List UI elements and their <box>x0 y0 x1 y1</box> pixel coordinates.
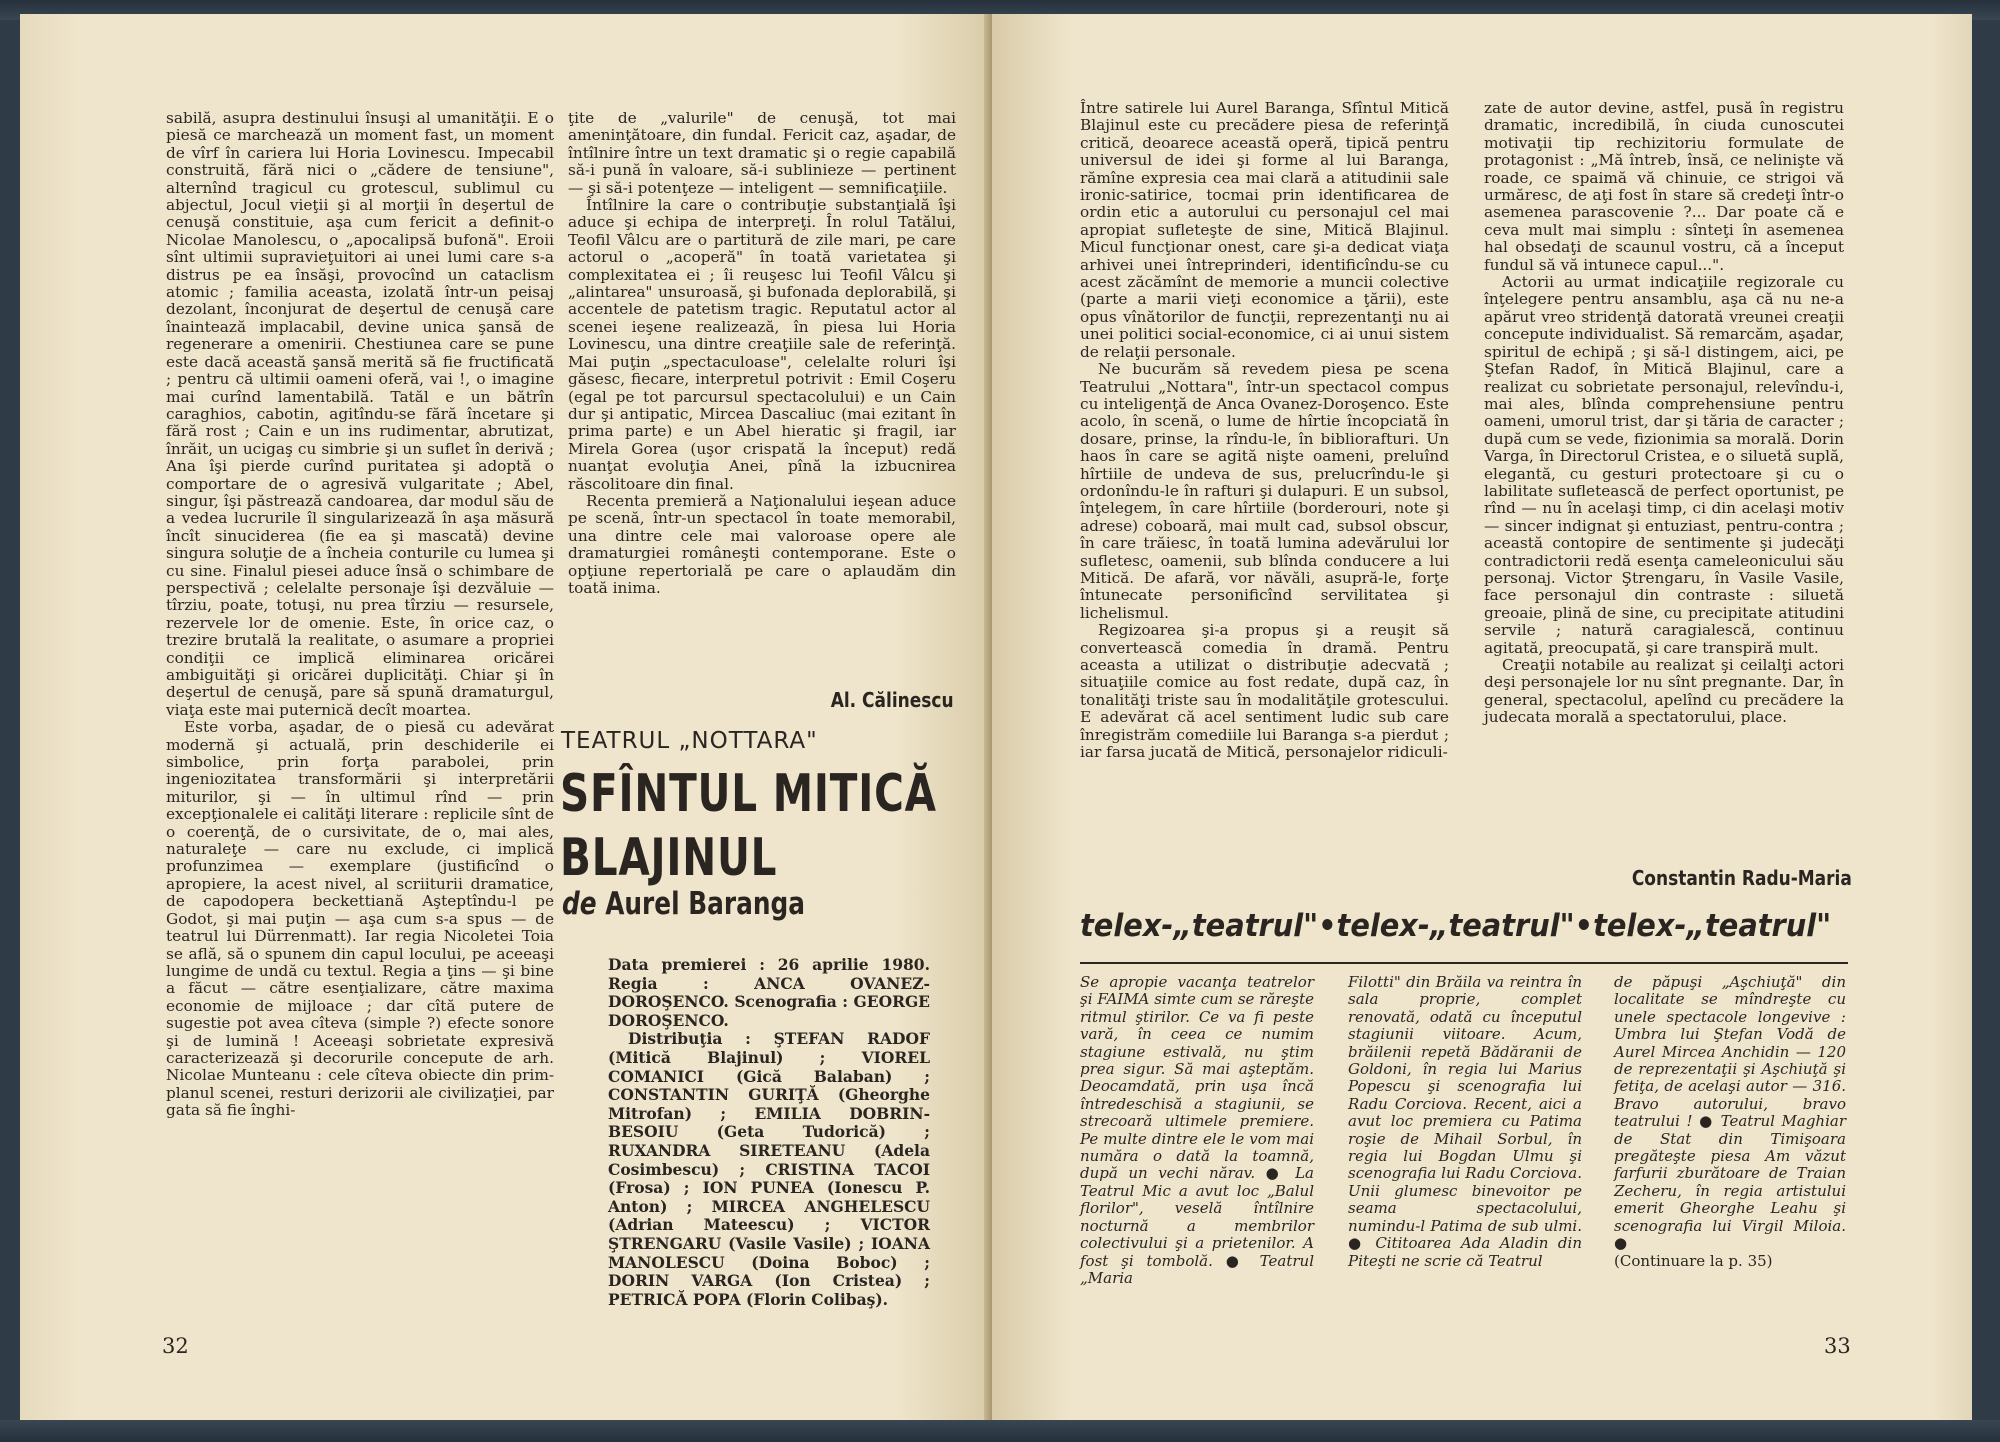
credits-premiere: Data premierei : 26 aprilie 1980. Regia : ANCA OVANEZ-DOROŞENCO. Scenografia : GEORGE DOROŞENCO. <box>608 955 930 1030</box>
paragraph: Actorii au urmat indicaţiile regizorale cu înţelegere pentru ansamblu, aşa că nu ne-a apărut vreo stridenţă datorată vreunei creaţii concepute individualist. Să remarcăm, aşadar, spiritul de echipă ; şi să-l distingem, aici, pe Ştefan Radof, în Mitică Blajinul, care a realizat cu sobrietate personajul, relevîndu-i, mai ales, blînda comprehensiune pentru oameni, umorul trist, dar şi tăria de caracter ; după cum se vede, fizionimia sa morală. Dorin Varga, în Directorul Cristea, e o siluetă suplă, elegantă, cu gesturi protectoare şi cu o labilitate sufletească de perfect oportunist, pe rînd — nu în acelaşi timp, ci din acelaşi motiv — sincer indignat şi entuziast, pentru-contra ; această contopire de sentimente şi judecăţi contradictorii redă esenţa cameleonicului său personaj. Victor Ştrengaru, în Vasile Vasile, face personajul din contraste : siluetă greoaie, plină de sine, cu precipitate atitudini servile ; natură caragialescă, continuu agitată, preocupată, şi care transpiră mult. <box>1484 273 1844 657</box>
telex-text: Filotti" din Brăila va reintra în sala proprie, complet renovată, odată cu începutul stagiunii viitoare. Acum, brăilenii repetă Bădăranii de Goldoni, în regia lui Marius Popescu şi scenografia lui Radu Corciova. Recent, aici a avut loc premiera cu Patima roşie de Mihail Sorbul, în regia lui Bogdan Ulmu şi scenografia lui Radu Corciova. Unii glumesc binevoitor pe seama spectacolului, numindu-l Patima de sub ulmi. ● Cititoarea Ada Aladin din Piteşti ne scrie că Teatrul <box>1348 973 1582 1270</box>
byline-prefix: de <box>562 886 597 922</box>
bottom-binding <box>0 1420 2000 1442</box>
paragraph: Recenta premieră a Naţionalului ieşean aduce pe scenă, într-un spectacol în toate memorabil, una dintre cele mai valoroase opere ale dramaturgiei româneşti contemporane. Este o opţiune repertorială pe care o aplaudăm din toată inima. <box>568 491 956 597</box>
credits-cast: Distribuţia : ŞTEFAN RADOF (Mitică Blajinul) ; VIOREL COMANICI (Gică Balaban) ; CONSTANTIN GURIŢĂ (Gheorghe Mitrofan) ; EMILIA DOBRIN-BESOIU (Geta Tudorică) ; RUXANDRA SIRETEANU (Adela Cosimbescu) ; CRISTINA TACOI (Frosa) ; ION PUNEA (Ionescu P. Anton) ; MIRCEA ANGHELESCU (Adrian Mateescu) ; VICTOR ŞTRENGARU (Vasile Vasile) ; IOANA MANOLESCU (Doina Boboc) ; DORIN VARGA (Ion Cristea) ; PETRICĂ POPA (Florin Colibaş). <box>608 1029 930 1309</box>
paragraph: Regizoarea şi-a propus şi a reuşit să convertească comedia în dramă. Pentru aceasta a utilizat o distribuţie adecvată ; situaţiile comice au fost redate, după caz, în tonalităţi triste sau în modalităţile grotescului. E adevărat că acel sentiment ludic sub care înregistrăm comediile lui Baranga s-a pierdut ; iar farsa jucată de Mitică, personajelor ridiculi- <box>1080 621 1449 762</box>
telex-column-2 <box>1348 974 1582 1270</box>
play-title-line-1: SFÎNTUL MITICĂ <box>560 764 937 824</box>
telex-text: Se apropie vacanţa teatrelor şi FAIMA simte cum se răreşte ritmul ştirilor. Ce va fi peste vară, în ceea ce numim stagiune estivală, nu ştim prea sigur. Să mai aşteptăm. Deocamdată, prin uşa încă întredeschisă a stagiunii, se strecoară ultimele premiere. Pe multe dintre ele le vom mai număra o dată la toamnă, după un vechi nărav. ● La Teatrul Mic a avut loc „Balul florilor", veselă întîlnire nocturnă a membrilor colectivului şi a prietenilor. A fost şi tombolă. ● Teatrul „Maria <box>1080 973 1314 1287</box>
telex-text: de păpuşi „Aşchiuţă" din localitate se mîndreşte cu unele spectacole longevive : Umbra lui Ştefan Vodă de Aurel Mircea Anchidin — 120 de reprezentaţii şi Aşchiuţă şi fetiţa, de acelaşi autor — 316. Bravo autorului, bravo teatrului ! ● Teatrul Maghiar de Stat din Timişoara pregăteşte piesa Am văzut farfurii zburătoare de Traian Zecheru, în regia artistului emerit Gheorghe Leahu şi scenografia lui Virgil Miloia. ● <box>1614 973 1846 1253</box>
paragraph: Este vorba, aşadar, de o piesă cu adevărat modernă şi actuală, prin deschiderile ei simbolice, prin forţa parabolei, prin ingeniozitatea transformării şi interpretării miturilor, şi — în ultimul rînd — prin excepţionalele ei calităţi literare : replicile sînt de o coerenţă, de o cursivitate, de o, mai ales, naturaleţe — care nu exclude, ci implică profunzimea — exemplare (justificînd o apropiere, la acest nivel, al scriiturii dramatice, de capodopera beckettiană Aşteptîndu-l pe Godot, şi mai puţin — aşa cum s-a spus — de teatrul lui Dürrenmatt). Iar regia Nicoletei Toia se află, să o spunem din capul locului, pe aceeaşi lungime de undă cu textul. Regia a ţins — şi bine a făcut — către esenţializare, către maxima economie de mijloace ; dar cîtă putere de sugestie pot avea cîteva (simple ?) efecte sonore şi de lumină ! Aceeaşi sobrietate expresivă caracterizează şi decorurile concepute de arh. Nicolae Munteanu : cele cîteva obiecte din prim-planul scenei, resturi derizorii ale civilizaţiei, par gata să fie înghi- <box>166 718 554 1120</box>
telex-column-3 <box>1614 974 1846 1270</box>
production-credits <box>608 956 930 1309</box>
paragraph: zate de autor devine, astfel, pusă în registru dramatic, incredibilă, în ciuda cunoscutei motivaţii tip rechizitoriu formulate de protagonist : „Mă întreb, însă, ce nelinişte vă roade, ce spaimă vă chinuie, ce strigoi vă urmăresc, de aţi fost în stare să credeţi într-o asemenea parascovenie ?... Dar poate că e ceva mult mai simplu : sînteţi în asemenea hal obsedaţi de scaunul vostru, că a început fundul să vă intunece capul...". <box>1484 99 1844 274</box>
page-number: 32 <box>162 1334 189 1358</box>
telex-rule <box>1080 962 1848 964</box>
paragraph: ţite de „valurile" de cenuşă, tot mai ameninţătoare, din fundal. Fericit caz, aşadar, de întîlnire între un text dramatic şi o regie capabilă să-i pună în valoare, să-i sublinieze — pertinent — şi să-i potenţeze — inteligent — semnificaţiile. <box>568 109 956 197</box>
telex-header: telex-„teatrul"•telex-„teatrul"•telex-„teatrul" <box>1080 908 1832 944</box>
right-page <box>992 14 1972 1422</box>
left-page <box>20 14 992 1422</box>
telex-continued: (Continuare la p. 35) <box>1614 1251 1773 1270</box>
byline <box>562 886 805 922</box>
paragraph: sabilă, asupra destinului însuşi al umanităţii. E o piesă ce marchează un moment fast, un moment de vîrf în cariera lui Horia Lovinescu. Impecabil construită, fără nici o „cădere de tensiune", alternînd tragicul cu grotescul, sublimul cu abjectul, Jocul vieţii şi al morţii în deşertul de cenuşă constituie, aşa cum fericit a definit-o Nicolae Manolescu, o „apocalipsă bufonă". Eroii sînt ultimii supravieţuitori ai unei lumi care s-a distrus pe ea însăşi, provocînd un cataclism atomic ; familia aceasta, izolată într-un peisaj dezolant, înconjurat de deşertul de cenuşă care înaintează implacabil, devine unica şansă de regenerare a omenirii. Chestiunea care se pune este dacă această şansă merită să fie fructificată ; pentru că ultimii oameni oferă, vai !, o imagine mai curînd lamentabilă. Tatăl e un bătrîn caraghios, cabotin, agitîndu-se fără încetare şi fără rost ; Cain e un ins rudimentar, abrutizat, înrăit, un ucigaş cu simbrie şi un suflet în derivă ; Ana îşi pierde curînd puritatea şi adoptă o comportare de o agresivă vulgaritate ; Abel, singur, îşi păstrează candoarea, dar modul său de a vedea lucrurile îl singularizează în aşa măsură încît sinuciderea (fie ea şi mascată) devine singura soluţie de a încheia conturile cu lumea şi cu sine. Finalul piesei aduce însă o schimbare de perspectivă ; celelalte personaje îşi dezvăluie — tîrziu, poate, totuşi, nu prea tîrziu — resursele, rezervele lor de omenie. Este, în orice caz, o trezire brutală la realitate, o asumare a propriei condiţii ce implică eliminarea oricărei ambiguităţi şi oricărei duplicităţi. Chiar şi în deşertul de cenuşă, pare să spună dramaturgul, viaţa este mai puternică decît moartea. <box>166 109 554 719</box>
article-signature: Al. Călinescu <box>831 688 954 712</box>
paragraph: Ne bucurăm să revedem piesa pe scena Teatrului „Nottara", într-un spectacol compus cu inteligenţă de Anca Ovanez-Doroşenco. Este acolo, în scenă, o lume de hîrtie încopciată în dosare, prinse, la rîndu-le, în bibliorafturi. Un haos în care se agită nişte oameni, preluînd hîrtiile de undeva de sus, prelucrîndu-le şi ordonîndu-le în rafturi şi dulapuri. E un subsol, înţelegem, în care hîrtiile (borderouri, note şi adrese) coboară, mai mult cad, subsol obscur, în care trăiesc, în toată lumina adevărului lor sufletesc, oamenii, sub blînda conducere a lui Mitică. De afară, vor năvăli, asupră-le, forţe întunecate personificînd servilitatea şi lichelismul. <box>1080 360 1449 622</box>
paragraph: Creaţii notabile au realizat şi ceilalţi actori deşi personajele lor nu sînt pregnante. Dar, în general, spectacolul, apelînd cu precădere la judecata morală a spectatorului, place. <box>1484 656 1844 727</box>
telex-column-1 <box>1080 974 1314 1287</box>
paragraph: Între satirele lui Aurel Baranga, Sfîntul Mitică Blajinul este cu precădere piesa de referinţă critică, deoarece această operă, tipică pentru universul de idei şi forme al lui Baranga, rămîne expresia cea mai clară a atitudinii sale ironic-satirice, tocmai prin identificarea de ordin etic a autorului cu personajul cel mai apropiat sufleteşte de sine, Mitică Blajinul. Micul funcţionar onest, care şi-a dedicat viaţa arhivei unei întreprinderi, identificîndu-se cu acest zăcămînt de memorie a muncii colective (parte a marii vieţi economice a ţării), este opus vînătorilor de funcţii, reprezentanţi nu ai unei politici social-economice, ci ai unui sistem de relaţii personale. <box>1080 99 1449 361</box>
left-article-column-2 <box>568 110 956 597</box>
page-number: 33 <box>1824 1334 1851 1358</box>
right-article-column-1 <box>1080 100 1449 761</box>
right-article-column-2 <box>1484 100 1844 727</box>
byline-author: Aurel Baranga <box>605 886 805 922</box>
article-signature: Constantin Radu-Maria <box>1631 866 1852 890</box>
section-label: TEATRUL „NOTTARA" <box>561 728 818 754</box>
left-article-column-1 <box>166 110 554 1120</box>
paragraph: Întîlnire la care o contribuţie substanţială îşi aduce şi echipa de interpreţi. În rolul Tatălui, Teofil Vâlcu are o partitură de zile mari, pe care actorul o „acoperă" în toată varietatea şi complexitatea ei ; îi reuşesc lui Teofil Vâlcu şi „alintarea" unsuroasă, şi bufonada deplorabilă, şi accentele de patetism tragic. Reputatul actor al scenei ieşene realizează, în piesa lui Horia Lovinescu, una dintre creaţiile sale de referinţă. Mai puţin „spectaculoase", celelalte roluri îşi găsesc, fiecare, interpretul potrivit : Emil Coşeru (egal pe tot parcursul spectacolului) e un Cain dur şi antipatic, Mircea Dascaliuc (mai ezitant în prima parte) e un Abel hieratic şi fragil, iar Mirela Gorea (uşor crispată la început) redă nuanţat evoluţia Anei, pînă la izbucnirea răscolitoare din final. <box>568 196 956 493</box>
play-title-line-2: BLAJINUL <box>560 828 778 888</box>
